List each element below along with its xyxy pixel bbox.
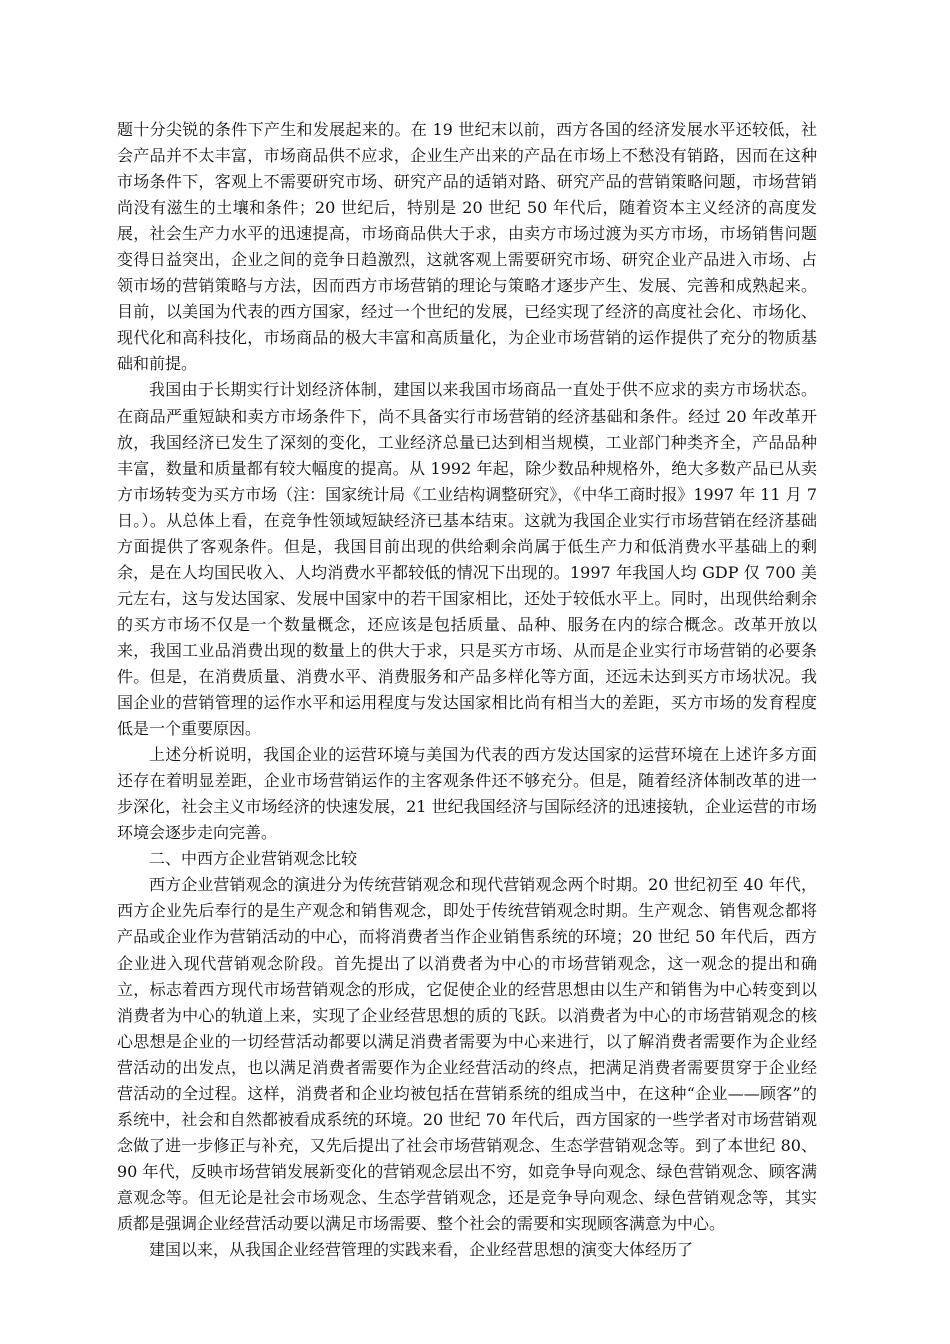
section-heading: 二、中西方企业营销观念比较 <box>149 849 358 869</box>
paragraph-3: 上述分析说明，我国企业的运营环境与美国为代表的西方发达国家的运营环境在上述许多方面还存在着明显差距，企业市场营销运作的主客观条件还不够充分。但是，随着经济体制改革的进一步深化，社会主义市场经济的快速发展，21 世纪我国经济与国际经济的迅速接轨，企业运营的市场环境会逐步走向完善。 <box>117 745 817 843</box>
paragraph-1: 题十分尖锐的条件下产生和发展起来的。在 19 世纪末以前，西方各国的经济发展水平还较低，社会产品并不太丰富，市场商品供不应求，企业生产出来的产品在市场上不愁没有销路，因而在这种市场条件下，客观上不需要研究市场、研究产品的适销对路、研究产品的营销策略问题，市场营销尚没有滋生的土壤和条件；20 世纪后，特别是 20 世纪 50 年代后，随着资本主义经济的高度发展，社会生产力水平的迅速提高，市场商品供大于求，由卖方市场过渡为买方市场，市场销售问题变得日益突出，企业之间的竞争日趋激烈，这就客观上需要研究市场、研究企业产品进入市场、占领市场的营销策略与方法，因而西方市场营销的理论与策略才逐步产生、发展、完善和成熟起来。目前，以美国为代表的西方国家，经过一个世纪的发展，已经实现了经济的高度社会化、市场化、现代化和高科技化，市场商品的极大丰富和高质量化，为企业市场营销的运作提供了充分的物质基础和前提。 <box>117 120 817 374</box>
document-body <box>117 117 817 1263</box>
paragraph-2: 我国由于长期实行计划经济体制，建国以来我国市场商品一直处于供不应求的卖方市场状态。在商品严重短缺和卖方市场条件下，尚不具备实行市场营销的经济基础和条件。经过 20 年改革开放，我国经济已发生了深刻的变化，工业经济总量已达到相当规模，工业部门种类齐全，产品品种丰富，数量和质量都有较大幅度的提高。从 1992 年起，除少数品种规格外，绝大多数产品已从卖方市场转变为买方市场（注：国家统计局《工业结构调整研究》，《中华工商时报》1997 年 11 月 7 日。）。从总体上看，在竞争性领域短缺经济已基本结束。这就为我国企业实行市场营销在经济基础方面提供了客观条件。但是，我国目前出现的供给剩余尚属于低生产力和低消费水平基础上的剩余，是在人均国民收入、人均消费水平都较低的情况下出现的。1997 年我国人均 GDP 仅 700 美元左右，这与发达国家、发展中国家中的若干国家相比，还处于较低水平上。同时，出现供给剩余的买方市场不仅是一个数量概念，还应该是包括质量、品种、服务在内的综合概念。改革开放以来，我国工业品消费出现的数量上的供大于求，只是买方市场、从而是企业实行市场营销的必要条件。但是，在消费质量、消费水平、消费服务和产品多样化等方面，还远未达到买方市场状况。我国企业的营销管理的运作水平和运用程度与发达国家相比尚有相当大的差距，买方市场的发育程度低是一个重要原因。 <box>117 380 817 739</box>
paragraph-4: 西方企业营销观念的演进分为传统营销观念和现代营销观念两个时期。20 世纪初至 40 年代，西方企业先后奉行的是生产观念和销售观念，即处于传统营销观念时期。生产观念、销售观念都将产品或企业作为营销活动的中心，而将消费者当作企业销售系统的环境；20 世纪 50 年代后，西方企业进入现代营销观念阶段。首先提出了以消费者为中心的市场营销观念，这一观念的提出和确立，标志着西方现代市场营销观念的形成，它促使企业的经营思想由以生产和销售为中心转变到以消费者为中心的轨道上来，实现了企业经营思想的质的飞跃。以消费者为中心的市场营销观念的核心思想是企业的一切经营活动都要以满足消费者需要为中心来进行，以了解消费者需要作为企业经营活动的出发点，也以满足消费者需要作为企业经营活动的终点，把满足消费者需要贯穿于企业经营活动的全过程。这样，消费者和企业均被包括在营销系统的组成当中，在这种“企业——顾客”的系统中，社会和自然都被看成系统的环境。20 世纪 70 年代后，西方国家的一些学者对市场营销观念做了进一步修正与补充，又先后提出了社会市场营销观念、生态学营销观念等。到了本世纪 80、90 年代，反映市场营销发展新变化的营销观念层出不穷，如竞争导向观念、绿色营销观念、顾客满意观念等。但无论是社会市场观念、生态学营销观念，还是竞争导向观念、绿色营销观念等，其实质都是强调企业经营活动要以满足市场需要、整个社会的需要和实现顾客满意为中心。 <box>117 875 817 1233</box>
paragraph-5: 建国以来，从我国企业经营管理的实践来看，企业经营思想的演变大体经历了 <box>149 1240 694 1260</box>
